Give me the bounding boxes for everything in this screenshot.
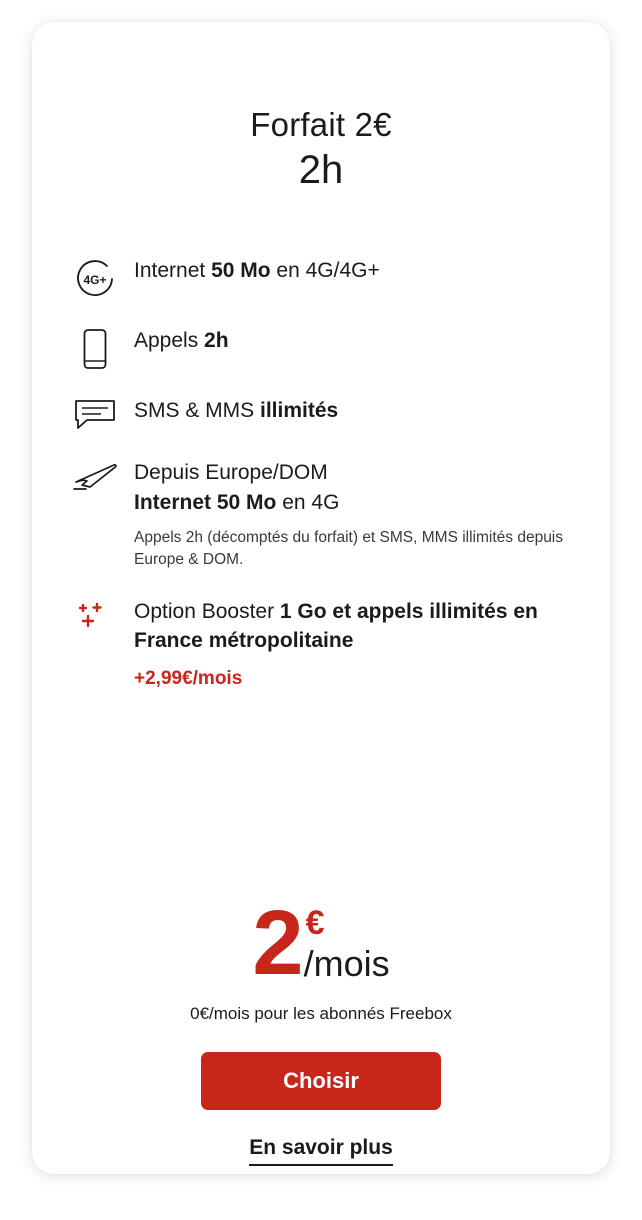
choose-button[interactable]: Choisir (201, 1052, 441, 1110)
plan-header (64, 22, 578, 194)
plan-card (32, 22, 610, 1174)
feature-internet-bold: 50 Mo (211, 258, 271, 282)
feature-list (64, 256, 578, 690)
price-amount: 2 (252, 892, 302, 995)
svg-text:4G+: 4G+ (83, 272, 107, 287)
feature-booster-text (134, 597, 578, 657)
feature-roaming-line2 (134, 488, 578, 518)
learn-more-link[interactable]: En savoir plus (249, 1136, 393, 1166)
page-title: Forfait 2€ (250, 106, 392, 143)
feature-booster-prefix: Option Booster (134, 599, 280, 623)
feature-calls-body (126, 326, 578, 356)
price-currency: € (305, 904, 325, 942)
feature-calls-text (134, 326, 578, 356)
feature-booster-price: +2,99€/mois (134, 668, 243, 690)
feature-sms-prefix: SMS & MMS (134, 398, 261, 422)
price-block (64, 892, 578, 1174)
feature-roaming (64, 458, 578, 571)
feature-internet (64, 256, 578, 300)
feature-internet-prefix: Internet (134, 258, 212, 282)
feature-sms (64, 396, 578, 432)
price-note: 0€/mois pour les abonnés Freebox (190, 1004, 452, 1023)
plus-booster-icon (64, 597, 126, 633)
feature-sms-text (134, 396, 578, 426)
plan-subtitle: 2h (298, 147, 344, 192)
feature-roaming-bold: Internet 50 Mo (134, 490, 277, 514)
feature-sms-body (126, 396, 578, 426)
smartphone-icon (64, 326, 126, 370)
feature-internet-suffix: en 4G/4G+ (270, 258, 380, 282)
feature-internet-body (126, 256, 578, 286)
feature-roaming-line1: Depuis Europe/DOM (134, 460, 328, 484)
feature-calls (64, 326, 578, 370)
airplane-icon (64, 458, 126, 494)
feature-booster (64, 597, 578, 691)
feature-calls-prefix: Appels (134, 328, 205, 352)
feature-roaming-note: Appels 2h (décomptés du forfait) et SMS, MMS illimités depuis Europe & DOM. (134, 528, 564, 568)
4g-plus-icon (64, 256, 126, 300)
feature-sms-bold: illimités (260, 398, 339, 422)
feature-roaming-suffix: en 4G (276, 490, 340, 514)
price-row (64, 892, 578, 995)
feature-calls-bold: 2h (204, 328, 229, 352)
feature-roaming-body (126, 458, 578, 571)
feature-internet-text (134, 256, 578, 286)
feature-booster-bold: 1 Go et appels illimités en France métropolitaine (134, 599, 538, 653)
price-period: /mois (303, 943, 390, 984)
feature-booster-body (126, 597, 578, 691)
price-suffix-group (304, 906, 390, 986)
sms-bubble-icon (64, 396, 126, 432)
